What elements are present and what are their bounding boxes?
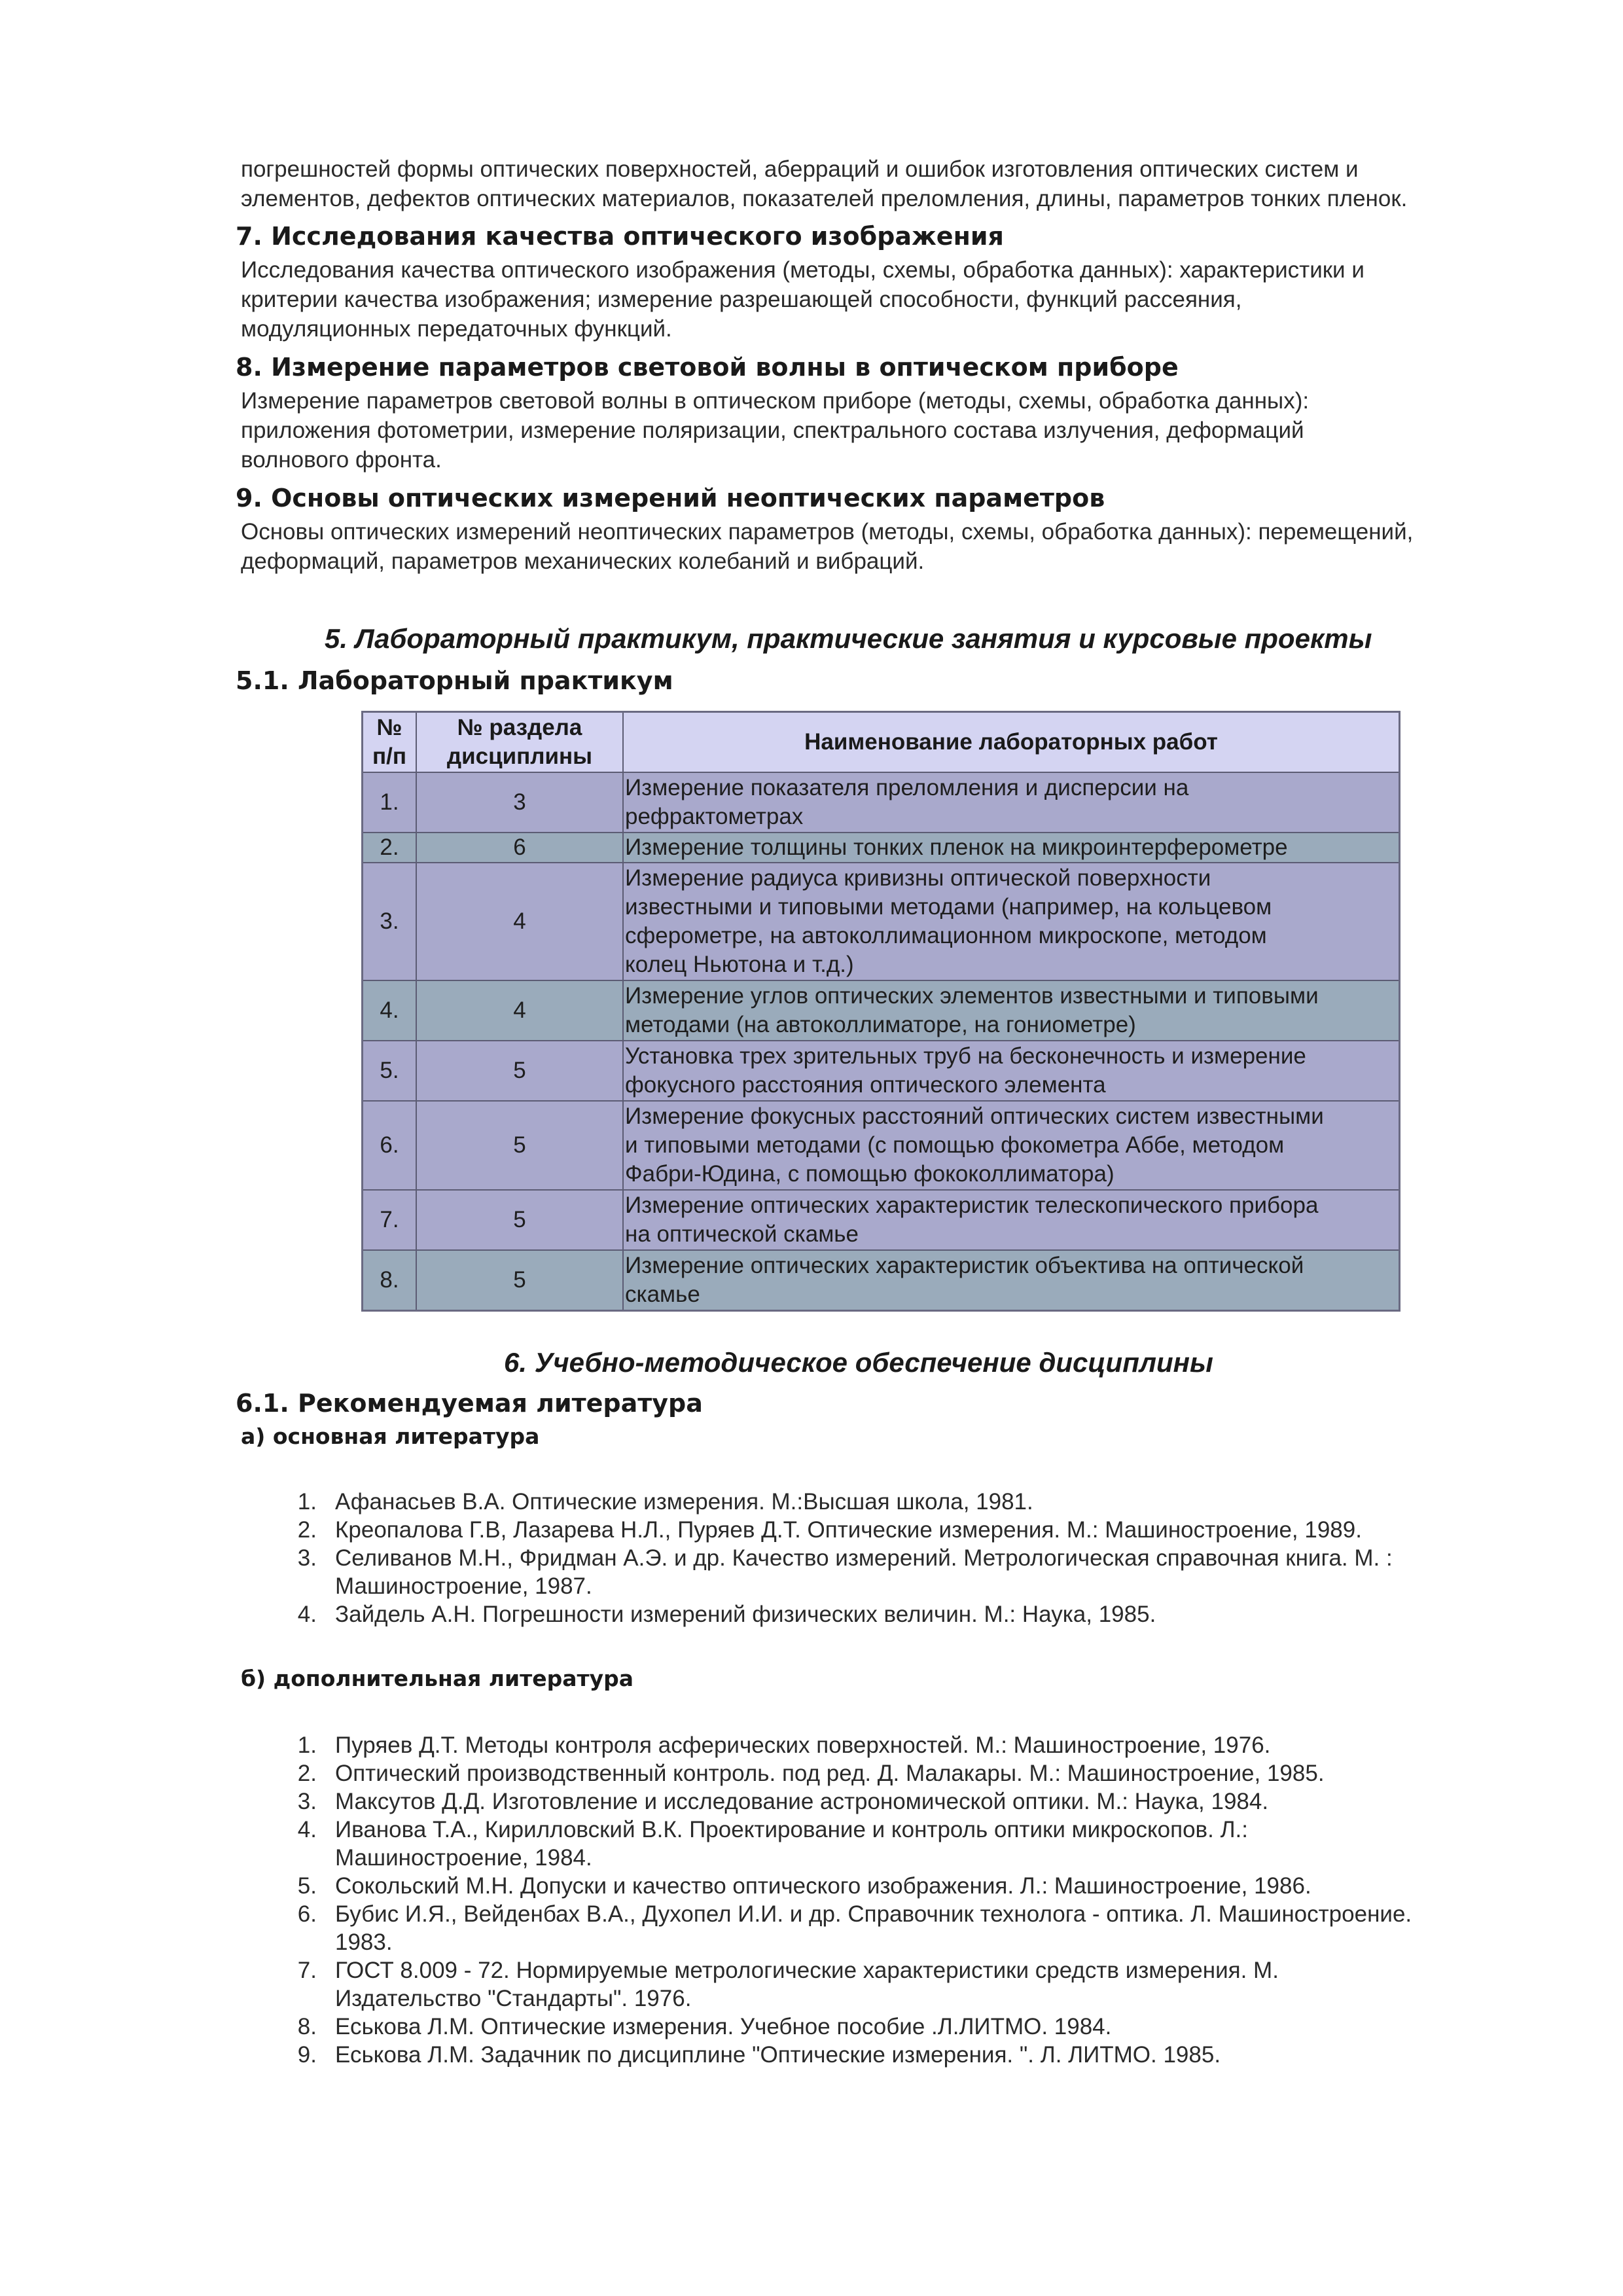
list-item-text: Афанасьев В.А. Оптические измерения. М.:Высшая школа, 1981. bbox=[335, 1489, 1033, 1515]
row-num: 4. bbox=[363, 980, 417, 1041]
row-section: 4 bbox=[416, 980, 623, 1041]
extra-literature-label: б) дополнительная литература bbox=[241, 1666, 634, 1691]
list-item bbox=[275, 1516, 1518, 1544]
row-section: 5 bbox=[416, 1101, 623, 1190]
list-item-text: Еськова Л.М. Оптические измерения. Учебное пособие .Л.ЛИТМО. 1984. bbox=[335, 2014, 1112, 2039]
main-literature-list bbox=[275, 1488, 1518, 1628]
list-item-number: 3. bbox=[297, 1545, 317, 1571]
table-row bbox=[363, 980, 1400, 1041]
row-num: 1. bbox=[363, 772, 417, 833]
row-name: Измерение оптических характеристик объектива на оптической скамье bbox=[623, 1250, 1400, 1310]
list-item bbox=[275, 1956, 1518, 2013]
topic-8-text: Измерение параметров световой волны в оптическом приборе (методы, схемы, обработка данных): приложения фотометрии, измерение поляризации, спектрального состава излучения, деформаций волнового фронта. bbox=[241, 388, 1310, 473]
row-section: 4 bbox=[416, 863, 623, 980]
list-item-number: 4. bbox=[297, 1602, 317, 1627]
table-row bbox=[363, 1250, 1400, 1310]
list-item-number: 1. bbox=[297, 1732, 317, 1758]
header-section: № раздела дисциплины bbox=[416, 712, 623, 773]
lab-works-table bbox=[361, 711, 1400, 1312]
section-5-title: 5. Лабораторный практикум, практические занятия и курсовые проекты bbox=[325, 623, 1372, 654]
section-6-1-heading: 6.1. Рекомендуемая литература bbox=[236, 1389, 703, 1418]
list-item-text: Селиванов М.Н., Фридман А.Э. и др. Качество измерений. Метрологическая справочная книга. М. : Машиностроение, 1987. bbox=[335, 1545, 1393, 1599]
extra-literature-list bbox=[275, 1731, 1518, 2069]
row-name: Измерение показателя преломления и дисперсии на рефрактометрах bbox=[623, 772, 1400, 833]
row-name: Измерение радиуса кривизны оптической поверхности известными и типовыми методами (например, на кольцевом сферометре, на автоколлимационном микроскопе, методом колец Ньютона и т.д.) bbox=[623, 863, 1400, 980]
list-item bbox=[275, 2013, 1518, 2041]
intro-paragraph: погрешностей формы оптических поверхностей, аберраций и ошибок изготовления оптических систем и элементов, дефектов оптических материалов, показателей преломления, длины, параметров тонких пленок. bbox=[241, 156, 1408, 211]
row-name: Измерение углов оптических элементов известными и типовыми методами (на автоколлиматоре, на гониометре) bbox=[623, 980, 1400, 1041]
list-item-text: Максутов Д.Д. Изготовление и исследование астрономической оптики. М.: Наука, 1984. bbox=[335, 1789, 1269, 1814]
topic-7-text: Исследования качества оптического изображения (методы, схемы, обработка данных): характеристики и критерии качества изображения; измерение разрешающей способности, функций рассеяния, модуляционных передаточных функций. bbox=[241, 257, 1364, 342]
section-6-title: 6. Учебно-методическое обеспечение дисциплины bbox=[504, 1347, 1213, 1378]
table-row bbox=[363, 833, 1400, 863]
row-name: Измерение оптических характеристик телескопического прибора на оптической скамье bbox=[623, 1190, 1400, 1250]
topic-9-text: Основы оптических измерений неоптических параметров (методы, схемы, обработка данных): перемещений, деформаций, параметров механических колебаний и вибраций. bbox=[241, 519, 1414, 574]
header-num: № п/п bbox=[363, 712, 417, 773]
list-item-number: 4. bbox=[297, 1817, 317, 1842]
list-item-text: Зайдель А.Н. Погрешности измерений физических величин. М.: Наука, 1985. bbox=[335, 1602, 1156, 1627]
table-header-row bbox=[363, 712, 1400, 773]
row-name: Измерение толщины тонких пленок на микроинтерферометре bbox=[623, 833, 1400, 863]
list-item bbox=[275, 1600, 1518, 1628]
table-row bbox=[363, 1041, 1400, 1101]
row-name: Измерение фокусных расстояний оптических систем известными и типовыми методами (с помощью фокометра Аббе, методом Фабри-Юдина, с помощью фококоллиматора) bbox=[623, 1101, 1400, 1190]
list-item-text: ГОСТ 8.009 - 72. Нормируемые метрологические характеристики средств измерения. М. Издательство "Стандарты". 1976. bbox=[335, 1958, 1279, 2011]
row-section: 3 bbox=[416, 772, 623, 833]
row-num: 3. bbox=[363, 863, 417, 980]
list-item bbox=[275, 1816, 1518, 1872]
section-5-1-heading: 5.1. Лабораторный практикум bbox=[236, 666, 673, 695]
table-row bbox=[363, 863, 1400, 980]
table-row bbox=[363, 1190, 1400, 1250]
main-literature-label: а) основная литература bbox=[241, 1424, 540, 1449]
list-item bbox=[275, 1872, 1518, 1900]
list-item bbox=[275, 1787, 1518, 1816]
list-item-number: 2. bbox=[297, 1517, 317, 1543]
list-item-number: 1. bbox=[297, 1489, 317, 1515]
topic-9-heading: 9. Основы оптических измерений неоптических параметров bbox=[236, 484, 1105, 512]
row-section: 5 bbox=[416, 1041, 623, 1101]
row-section: 6 bbox=[416, 833, 623, 863]
row-name: Установка трех зрительных труб на бесконечность и измерение фокусного расстояния оптического элемента bbox=[623, 1041, 1400, 1101]
list-item-number: 6. bbox=[297, 1901, 317, 1927]
list-item-number: 8. bbox=[297, 2014, 317, 2039]
list-item bbox=[275, 1544, 1518, 1600]
list-item-number: 5. bbox=[297, 1873, 317, 1899]
list-item-text: Оптический производственный контроль. под ред. Д. Малакары. М.: Машиностроение, 1985. bbox=[335, 1761, 1325, 1786]
list-item-text: Иванова Т.А., Кирилловский В.К. Проектирование и контроль оптики микроскопов. Л.: Машиностроение, 1984. bbox=[335, 1817, 1248, 1871]
list-item-text: Пуряев Д.Т. Методы контроля асферических поверхностей. М.: Машиностроение, 1976. bbox=[335, 1732, 1271, 1758]
row-section: 5 bbox=[416, 1250, 623, 1310]
list-item-text: Бубис И.Я., Вейденбах В.А., Духопел И.И. и др. Справочник технолога - оптика. Л. Машиностроение. 1983. bbox=[335, 1901, 1412, 1955]
list-item-number: 9. bbox=[297, 2042, 317, 2068]
row-section: 5 bbox=[416, 1190, 623, 1250]
row-num: 8. bbox=[363, 1250, 417, 1310]
topic-7-heading: 7. Исследования качества оптического изображения bbox=[236, 222, 1004, 251]
list-item bbox=[275, 2041, 1518, 2069]
row-num: 2. bbox=[363, 833, 417, 863]
topic-8-heading: 8. Измерение параметров световой волны в оптическом приборе bbox=[236, 353, 1179, 382]
row-num: 5. bbox=[363, 1041, 417, 1101]
table-row bbox=[363, 1101, 1400, 1190]
list-item-text: Еськова Л.М. Задачник по дисциплине "Оптические измерения. ". Л. ЛИТМО. 1985. bbox=[335, 2042, 1221, 2068]
list-item-number: 3. bbox=[297, 1789, 317, 1814]
list-item-text: Сокольский М.Н. Допуски и качество оптического изображения. Л.: Машиностроение, 1986. bbox=[335, 1873, 1311, 1899]
list-item bbox=[275, 1900, 1518, 1956]
list-item bbox=[275, 1488, 1518, 1516]
list-item bbox=[275, 1759, 1518, 1787]
list-item-text: Креопалова Г.В, Лазарева Н.Л., Пуряев Д.Т. Оптические измерения. М.: Машиностроение, 1989. bbox=[335, 1517, 1362, 1543]
list-item-number: 2. bbox=[297, 1761, 317, 1786]
list-item-number: 7. bbox=[297, 1958, 317, 1983]
table-row bbox=[363, 772, 1400, 833]
row-num: 7. bbox=[363, 1190, 417, 1250]
row-num: 6. bbox=[363, 1101, 417, 1190]
header-name: Наименование лабораторных работ bbox=[623, 712, 1400, 773]
list-item bbox=[275, 1731, 1518, 1759]
